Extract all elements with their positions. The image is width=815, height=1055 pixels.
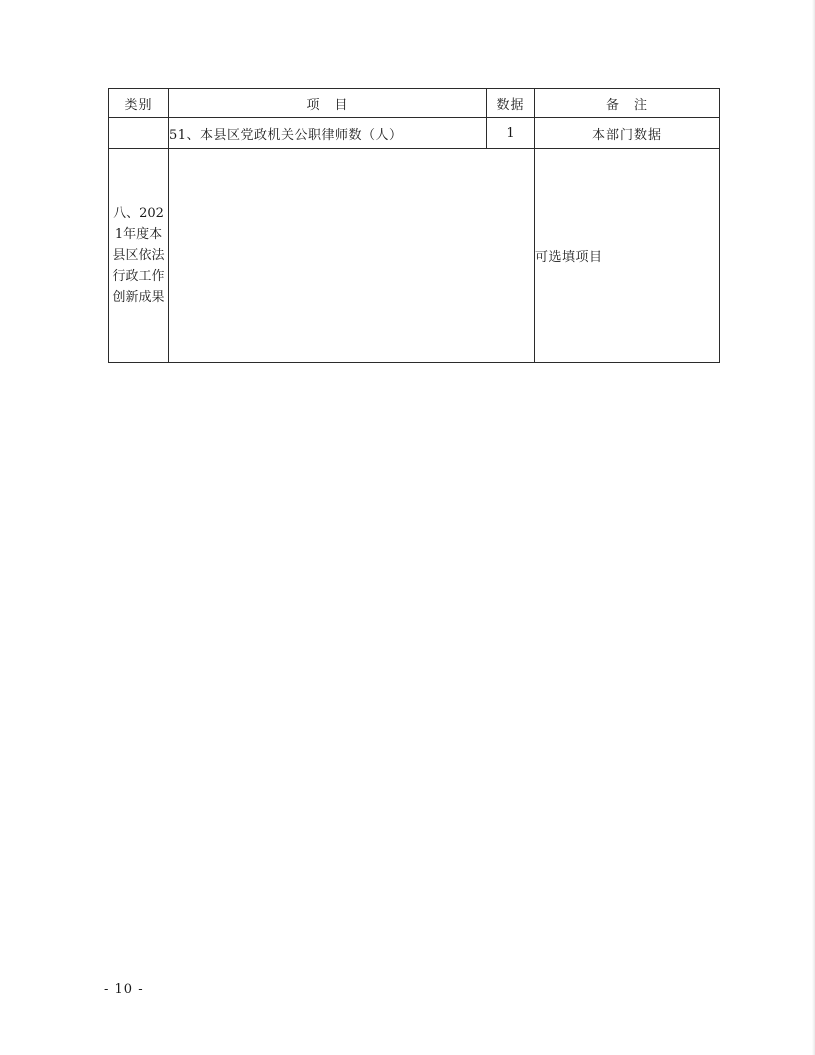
header-item-label: 项 目 [306,97,349,113]
header-note [535,89,720,118]
header-data-label: 数据 [496,97,525,113]
row-item-cell [169,118,487,149]
header-category-label: 类别 [124,97,153,113]
header-item [169,89,487,118]
row-note: 本部门数据 [591,127,662,143]
table-header-row [109,89,720,118]
statistics-table [108,88,720,363]
page-number: - 10 - [104,982,144,997]
section-category: 八、2021年度本县区依法行政工作创新成果 [112,206,165,305]
section-note: 可选填项目 [535,250,603,265]
header-data [487,89,535,118]
section-content-cell [169,149,535,363]
section-category-cell [109,149,169,363]
row-data-cell [487,118,535,149]
row-category-cell [109,118,169,149]
row-data-value: 1 [506,125,515,141]
header-category [109,89,169,118]
table-row [109,118,720,149]
row-item: 51、本县区党政机关公职律师数（人） [169,127,403,143]
section-note-cell [535,149,720,363]
section-row [109,149,720,363]
row-note-cell [535,118,720,149]
header-note-label: 备 注 [605,97,648,113]
